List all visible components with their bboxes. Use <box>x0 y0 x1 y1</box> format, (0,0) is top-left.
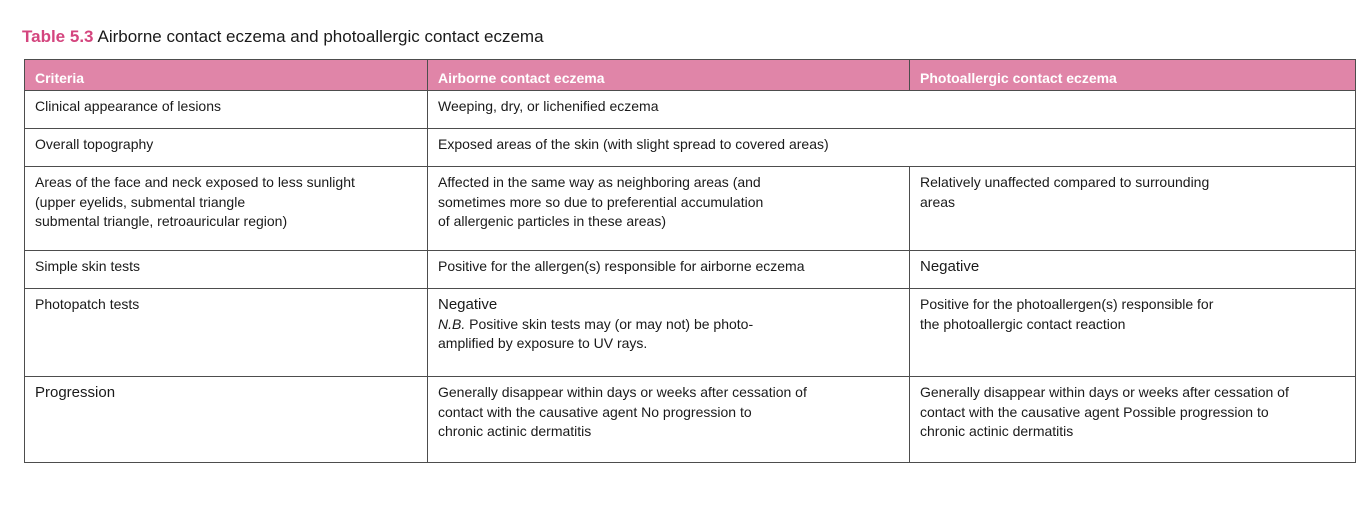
table-row <box>25 167 1356 251</box>
table-row <box>25 251 1356 289</box>
table-row <box>25 289 1356 377</box>
table-row <box>25 91 1356 129</box>
cell-airborne: Generally disappear within days or weeks after cessation of contact with the causative agent No progression to chronic actinic dermatitis <box>428 377 910 463</box>
header-row <box>25 60 1356 91</box>
cell-criteria: Clinical appearance of lesions <box>25 91 428 129</box>
cell-criteria: Progression <box>25 377 428 463</box>
header-criteria: Criteria <box>25 60 428 91</box>
cell-criteria: Areas of the face and neck exposed to less sunlight (upper eyelids, submental triangle submental triangle, retroauricular region) <box>25 167 428 251</box>
note-label: N.B. <box>438 315 466 332</box>
cell-criteria: Simple skin tests <box>25 251 428 289</box>
cell-airborne-main: Negative <box>438 296 498 313</box>
cell-photoallergic: Generally disappear within days or weeks after cessation of contact with the causative agent Possible progression to chronic actinic dermatitis <box>910 377 1356 463</box>
cell-airborne <box>428 289 910 377</box>
note-text: Positive skin tests may (or may not) be photo- amplified by exposure to UV rays. <box>438 315 754 351</box>
cell-airborne: Positive for the allergen(s) responsible for airborne eczema <box>428 251 910 289</box>
cell-photoallergic: Positive for the photoallergen(s) responsible for the photoallergic contact reaction <box>910 289 1356 377</box>
cell-shared: Exposed areas of the skin (with slight spread to covered areas) <box>428 129 1356 167</box>
cell-shared: Weeping, dry, or lichenified eczema <box>428 91 1356 129</box>
cell-criteria: Photopatch tests <box>25 289 428 377</box>
cell-airborne: Affected in the same way as neighboring areas (and sometimes more so due to preferential accumulation of allergenic particles in these areas) <box>428 167 910 251</box>
header-airborne: Airborne contact eczema <box>428 60 910 91</box>
header-photoallergic: Photoallergic contact eczema <box>910 60 1356 91</box>
cell-photoallergic: Negative <box>910 251 1356 289</box>
table-caption <box>22 26 544 48</box>
table-number: Table 5.3 <box>22 27 94 46</box>
cell-photoallergic: Relatively unaffected compared to surrounding areas <box>910 167 1356 251</box>
table-row <box>25 129 1356 167</box>
cell-criteria: Overall topography <box>25 129 428 167</box>
table-row <box>25 377 1356 463</box>
comparison-table <box>24 59 1356 463</box>
table-title: Airborne contact eczema and photoallergic contact eczema <box>97 27 544 46</box>
